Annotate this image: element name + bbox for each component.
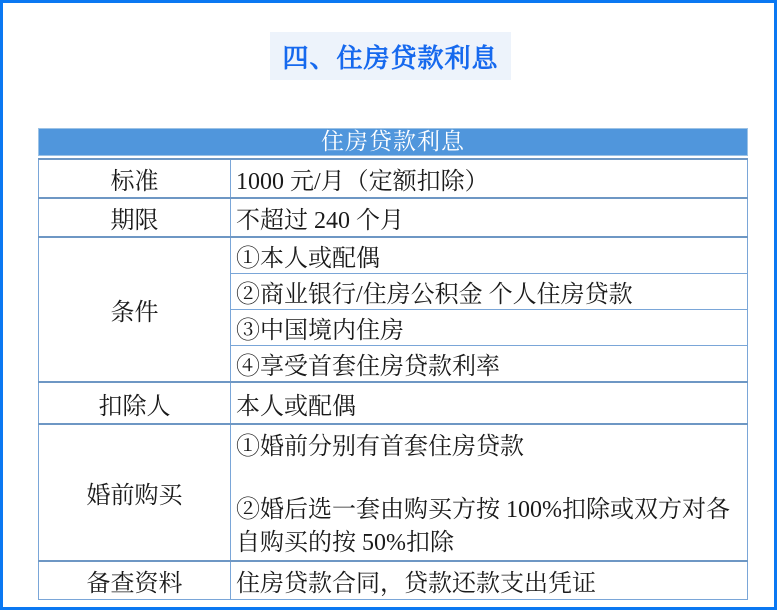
- cell-term-value: 不超过 240 个月: [231, 198, 748, 237]
- table-row-conditions: [39, 237, 748, 274]
- cell-premarital-value: [231, 424, 748, 561]
- cell-documents-value: 住房贷款合同，贷款还款支出凭证: [231, 561, 748, 600]
- cell-condition-3: ③中国境内住房: [231, 310, 748, 346]
- row-label-premarital: 婚前购买: [39, 424, 231, 561]
- deduction-table: [38, 158, 748, 600]
- section-title-badge: [270, 32, 511, 80]
- table-row-documents: [39, 561, 748, 600]
- cell-deductor-value: 本人或配偶: [231, 382, 748, 424]
- premarital-item-1: ①婚前分别有首套住房贷款: [236, 434, 524, 460]
- cell-standard-value: 1000 元/月（定额扣除）: [231, 159, 748, 198]
- row-label-documents: 备查资料: [39, 561, 231, 600]
- row-label-deductor: 扣除人: [39, 382, 231, 424]
- table-title: 住房贷款利息: [321, 129, 465, 154]
- row-label-conditions: 条件: [39, 237, 231, 382]
- table-title-bar: [38, 128, 748, 156]
- table-row-premarital: [39, 424, 748, 561]
- deduction-table-container: [38, 128, 748, 600]
- table-row-term: [39, 198, 748, 237]
- cell-condition-2: ②商业银行/住房公积金 个人住房贷款: [231, 274, 748, 310]
- premarital-item-2: ②婚后选一套由购买方按 100%扣除或双方对各自购买的按 50%扣除: [236, 497, 730, 556]
- table-row-deductor: [39, 382, 748, 424]
- cell-condition-1: ①本人或配偶: [231, 237, 748, 274]
- row-label-standard: 标准: [39, 159, 231, 198]
- row-label-term: 期限: [39, 198, 231, 237]
- table-row-standard: [39, 159, 748, 198]
- cell-condition-4: ④享受首套住房贷款利率: [231, 346, 748, 383]
- section-title: 四、住房贷款利息: [282, 42, 499, 73]
